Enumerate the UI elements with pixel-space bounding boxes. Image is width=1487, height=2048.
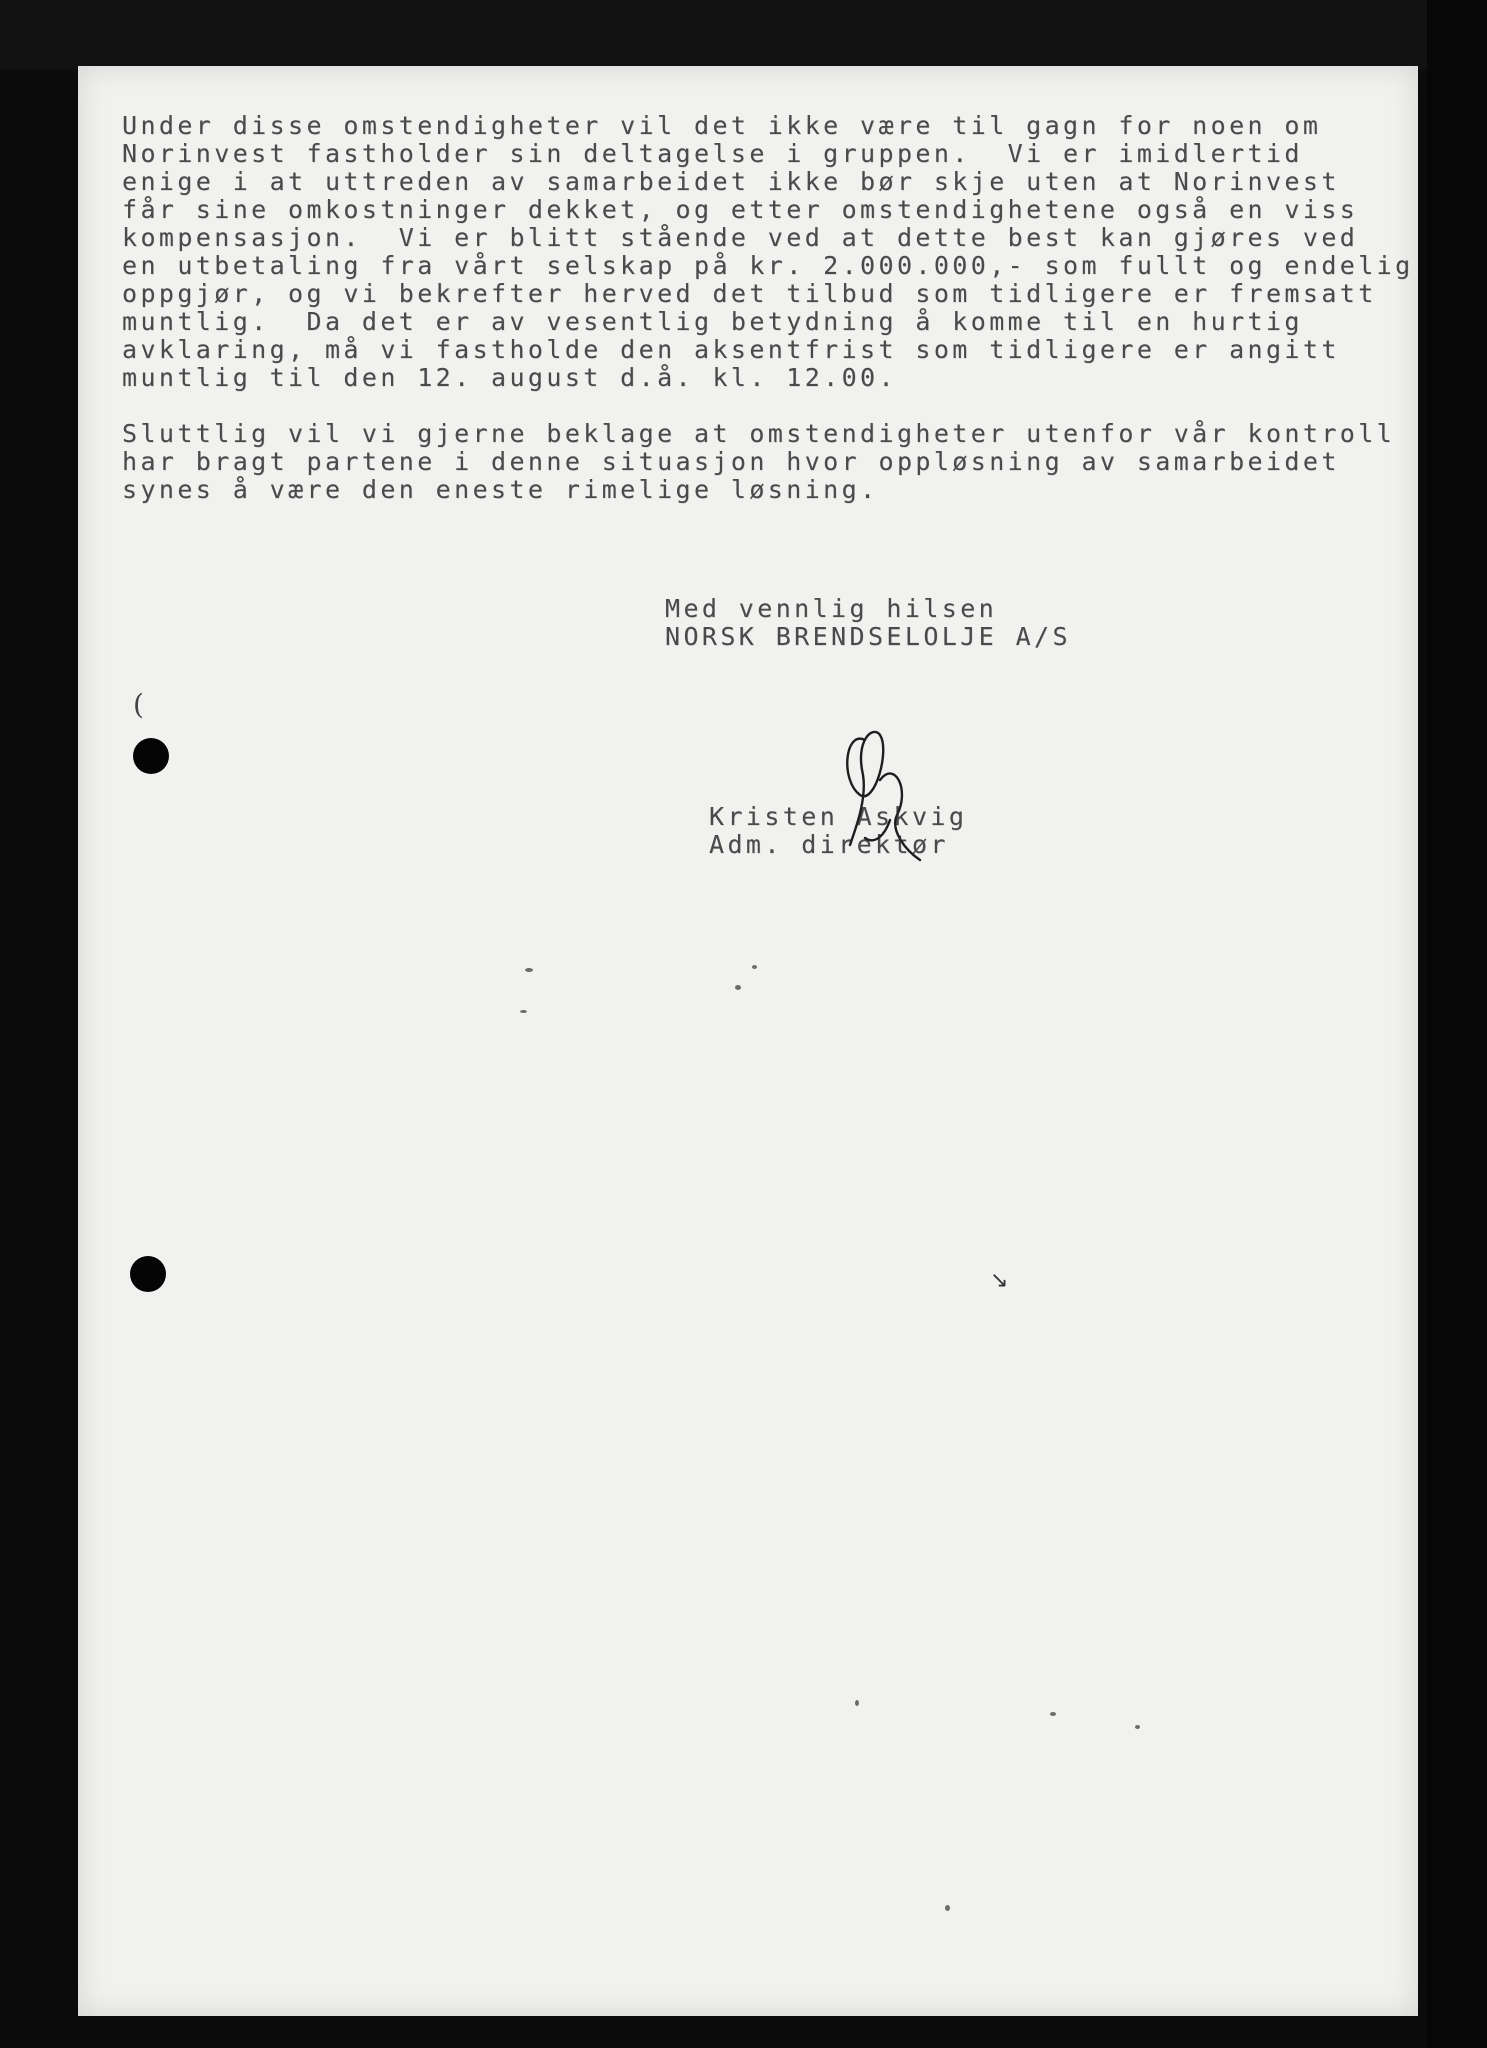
- signatory-title: Adm. direktør: [709, 830, 949, 859]
- signatory-name: Kristen Askvig: [709, 802, 968, 831]
- speck: [1135, 1725, 1140, 1729]
- scan-background-right: [1427, 0, 1487, 2048]
- speck: [525, 968, 533, 972]
- punch-hole-lower: [130, 1256, 166, 1292]
- speck: [945, 1905, 950, 1911]
- scan-background-top: [0, 0, 1487, 70]
- signatory-block: [709, 803, 967, 859]
- speck: [855, 1700, 859, 1706]
- letter-paragraph-2: Sluttlig vil vi gjerne beklage at omstendigheter utenfor vår kontroll har bragt partene i denne situasjon hvor oppløsning av samarbeidet synes å være den eneste rimelige løsning.: [122, 419, 1396, 504]
- speck: [735, 985, 741, 990]
- letter-paragraph-1: Under disse omstendigheter vil det ikke være til gagn for noen om Norinvest fastholder sin deltagelse i gruppen. Vi er imidlertid enige i at uttreden av samarbeidet ikke bør skje uten at Norinvest får sine omkostninger dekket, og etter omstendighetene også en viss kompensasjon. Vi er blitt stående ved at dette best kan gjøres ved en utbetaling fra vårt selskap på kr. 2.000.000,- som fullt og endelig oppgjør, og vi bekrefter herved det tilbud som tidligere er fremsatt muntlig. Da det er av vesentlig betydning å komme til en hurtig avklaring, må vi fastholde den aksentfrist som tidligere er angitt muntlig til den 12. august d.å. kl. 12.00.: [122, 111, 1414, 392]
- speck: [752, 965, 757, 969]
- letter-closing: Med vennlig hilsen NORSK BRENDSELOLJE A/S: [665, 594, 1071, 651]
- stray-mark: ↘: [990, 1268, 1009, 1293]
- speck: [520, 1010, 527, 1013]
- margin-mark: (: [133, 688, 144, 721]
- speck: [1050, 1712, 1056, 1716]
- punch-hole-upper: [133, 738, 169, 774]
